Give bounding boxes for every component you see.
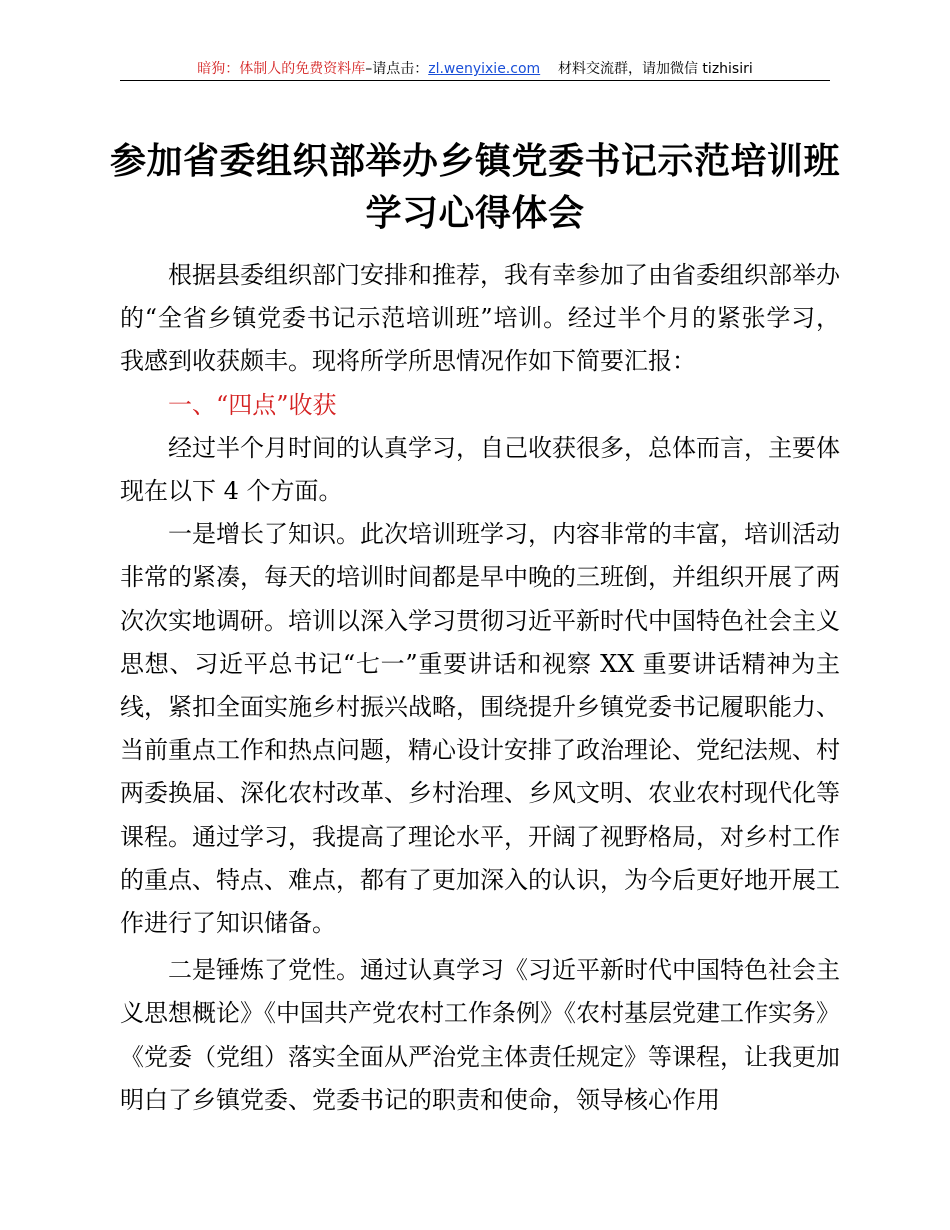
- click-prompt: –请点击：: [365, 61, 429, 77]
- intro-paragraph: 根据县委组织部门安排和推荐，我有幸参加了由省委组织部举办的“全省乡镇党委书记示范培训班”培训。经过半个月的紧张学习，我感到收获颇丰。现将所学所思情况作如下简要汇报：: [120, 261, 840, 376]
- page-header: [120, 58, 830, 80]
- header-divider: [120, 80, 830, 81]
- site-name[interactable]: 暗狗：体制人的免费资料库: [197, 61, 366, 77]
- body-paragraph: 二是锤炼了党性。通过认真学习《习近平新时代中国特色社会主义思想概论》《中国共产党农村工作条例》《农村基层党建工作实务》《党委（党组）落实全面从严治党主体责任规定》等课程，让我更加明白了乡镇党委、党委书记的职责和使命，领导核心作用: [120, 956, 840, 1114]
- site-url-link[interactable]: zl.wenyixie.com: [428, 61, 541, 77]
- document-body: [120, 254, 840, 1122]
- body-paragraph: 一是增长了知识。此次培训班学习，内容非常的丰富，培训活动非常的紧凑，每天的培训时间都是早中晚的三班倒，并组织开展了两次次实地调研。培训以深入学习贯彻习近平新时代中国特色社会主义思想、习近平总书记“七一”重要讲话和视察 XX 重要讲话精神为主线，紧扣全面实施乡村振兴战略，围绕提升乡镇党委书记履职能力、当前重点工作和热点问题，精心设计安排了政治理论、党纪法规、村两委换届、深化农村改革、乡村治理、乡风文明、农业农村现代化等课程。通过学习，我提高了理论水平，开阔了视野格局，对乡村工作的重点、特点、难点，都有了更加深入的认识，为今后更好地开展工作进行了知识储备。: [120, 520, 840, 938]
- section-heading: 一、“四点”收获: [168, 390, 337, 419]
- group-text: 材料交流群，请加微信 tizhisiri: [557, 61, 753, 77]
- document-title: 参加省委组织部举办乡镇党委书记示范培训班学习心得体会: [110, 141, 841, 234]
- body-paragraph: 经过半个月时间的认真学习，自己收获很多，总体而言，主要体现在以下 4 个方面。: [120, 433, 840, 506]
